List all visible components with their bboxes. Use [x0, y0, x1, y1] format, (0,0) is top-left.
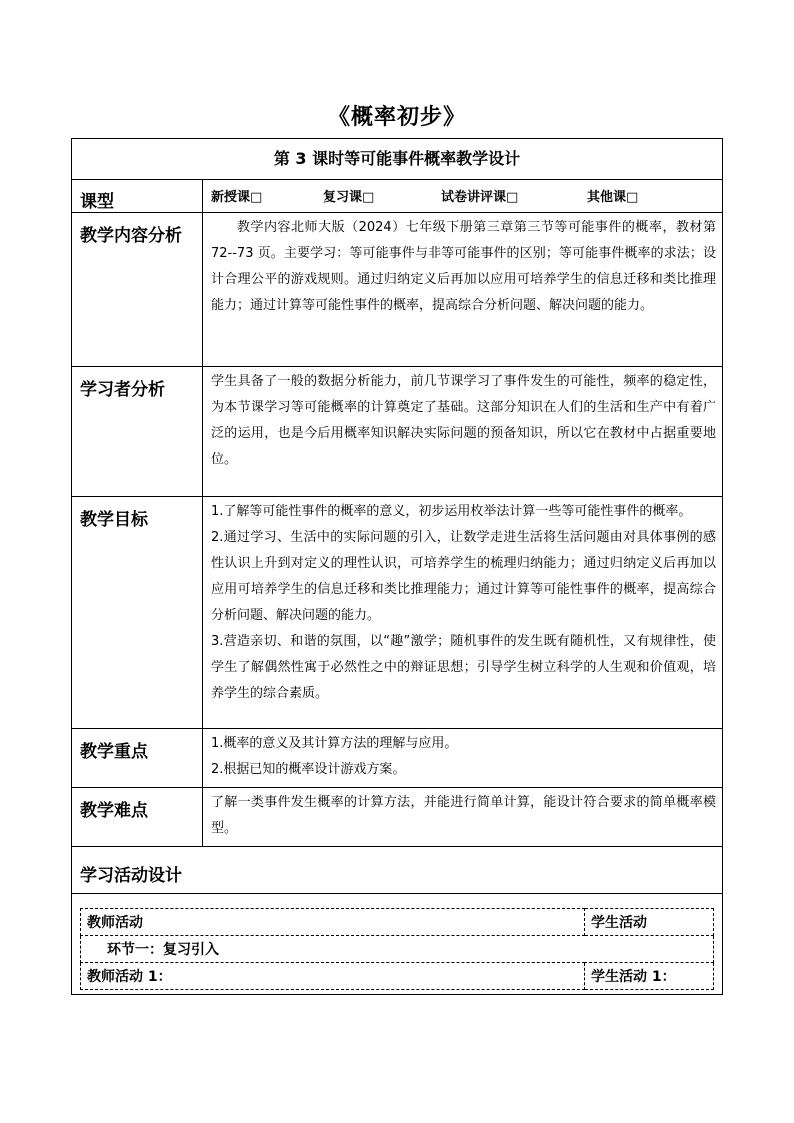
lesson-type-option[interactable]: 复习课□	[323, 190, 375, 205]
activity-design-title: 学习活动设计	[72, 847, 723, 894]
student-activity-header: 学生活动	[585, 909, 714, 936]
difficulties-label: 教学难点	[72, 788, 203, 847]
goals-label: 教学目标	[72, 497, 203, 729]
goal-item: 1.了解等可能性事件的概率的意义，初步运用枚举法计算一些等可能性事件的概率。	[211, 504, 692, 519]
lesson-type-option[interactable]: 试卷讲评课□	[441, 190, 519, 205]
learner-analysis-text: 学生具备了一般的数据分析能力，前几节课学习了事件发生的可能性，频率的稳定性，为本节课学习等可能概率的计算奠定了基础。这部分知识在人们的生活和生产中有着广泛的运用，也是今后用概率知识解决实际问题的预备知识，所以它在教材中占据重要地位。	[211, 374, 716, 467]
key-points-label: 教学重点	[72, 729, 203, 788]
content-analysis-text: 教学内容北师大版（2024）七年级下册第三章第三节等可能事件的概率，教材第 72--73 页。主要学习：等可能事件与非等可能事件的区别；等可能事件概率的求法；设计合理公平的游戏规则。通过归纳定义后再加以应用可培养学生的信息迁移和类比推理能力；通过计算等可能性事件的概率，提高综合分析问题、解决问题的能力。	[211, 220, 716, 313]
difficulties-text: 了解一类事件发生概率的计算方法，并能进行简单计算，能设计符合要求的简单概率模型。	[211, 795, 716, 836]
goal-item: 3.营造亲切、和谐的氛围，以“趣”激学；随机事件的发生既有随机性，又有规律性，使学生了解偶然性寓于必然性之中的辩证思想；引导学生树立科学的人生观和价值观，培养学生的综合素质。	[211, 634, 716, 701]
lesson-type-options	[203, 180, 723, 213]
student-activity-1: 学生活动 1：	[585, 963, 714, 990]
lesson-type-option[interactable]: 新授课□	[211, 190, 263, 205]
teacher-activity-1: 教师活动 1：	[81, 963, 585, 990]
lesson-subtitle: 第 3 课时等可能事件概率教学设计	[72, 139, 723, 180]
activity-table	[80, 908, 714, 990]
goal-item: 2.通过学习、生活中的实际问题的引入，让数学走进生活将生活问题由对具体事例的感性认识上升到对定义的理性认识，可培养学生的梳理归纳能力；通过归纳定义后再加以应用可培养学生的信息迁移和类比推理能力；通过计算等可能性事件的概率，提高综合分析问题、解决问题的能力。	[211, 530, 716, 623]
content-analysis-label: 教学内容分析	[72, 213, 203, 367]
lesson-type-label: 课型	[72, 180, 203, 213]
document-title: 《概率初步》	[327, 105, 466, 130]
stage-one-title: 环节一：复习引入	[81, 936, 714, 963]
learner-analysis-label: 学习者分析	[72, 367, 203, 497]
key-point-item: 2.根据已知的概率设计游戏方案。	[211, 762, 406, 777]
lesson-type-option[interactable]: 其他课□	[587, 190, 639, 205]
teacher-activity-header: 教师活动	[81, 909, 585, 936]
lesson-plan-table	[71, 138, 723, 995]
key-point-item: 1.概率的意义及其计算方法的理解与应用。	[211, 736, 458, 751]
